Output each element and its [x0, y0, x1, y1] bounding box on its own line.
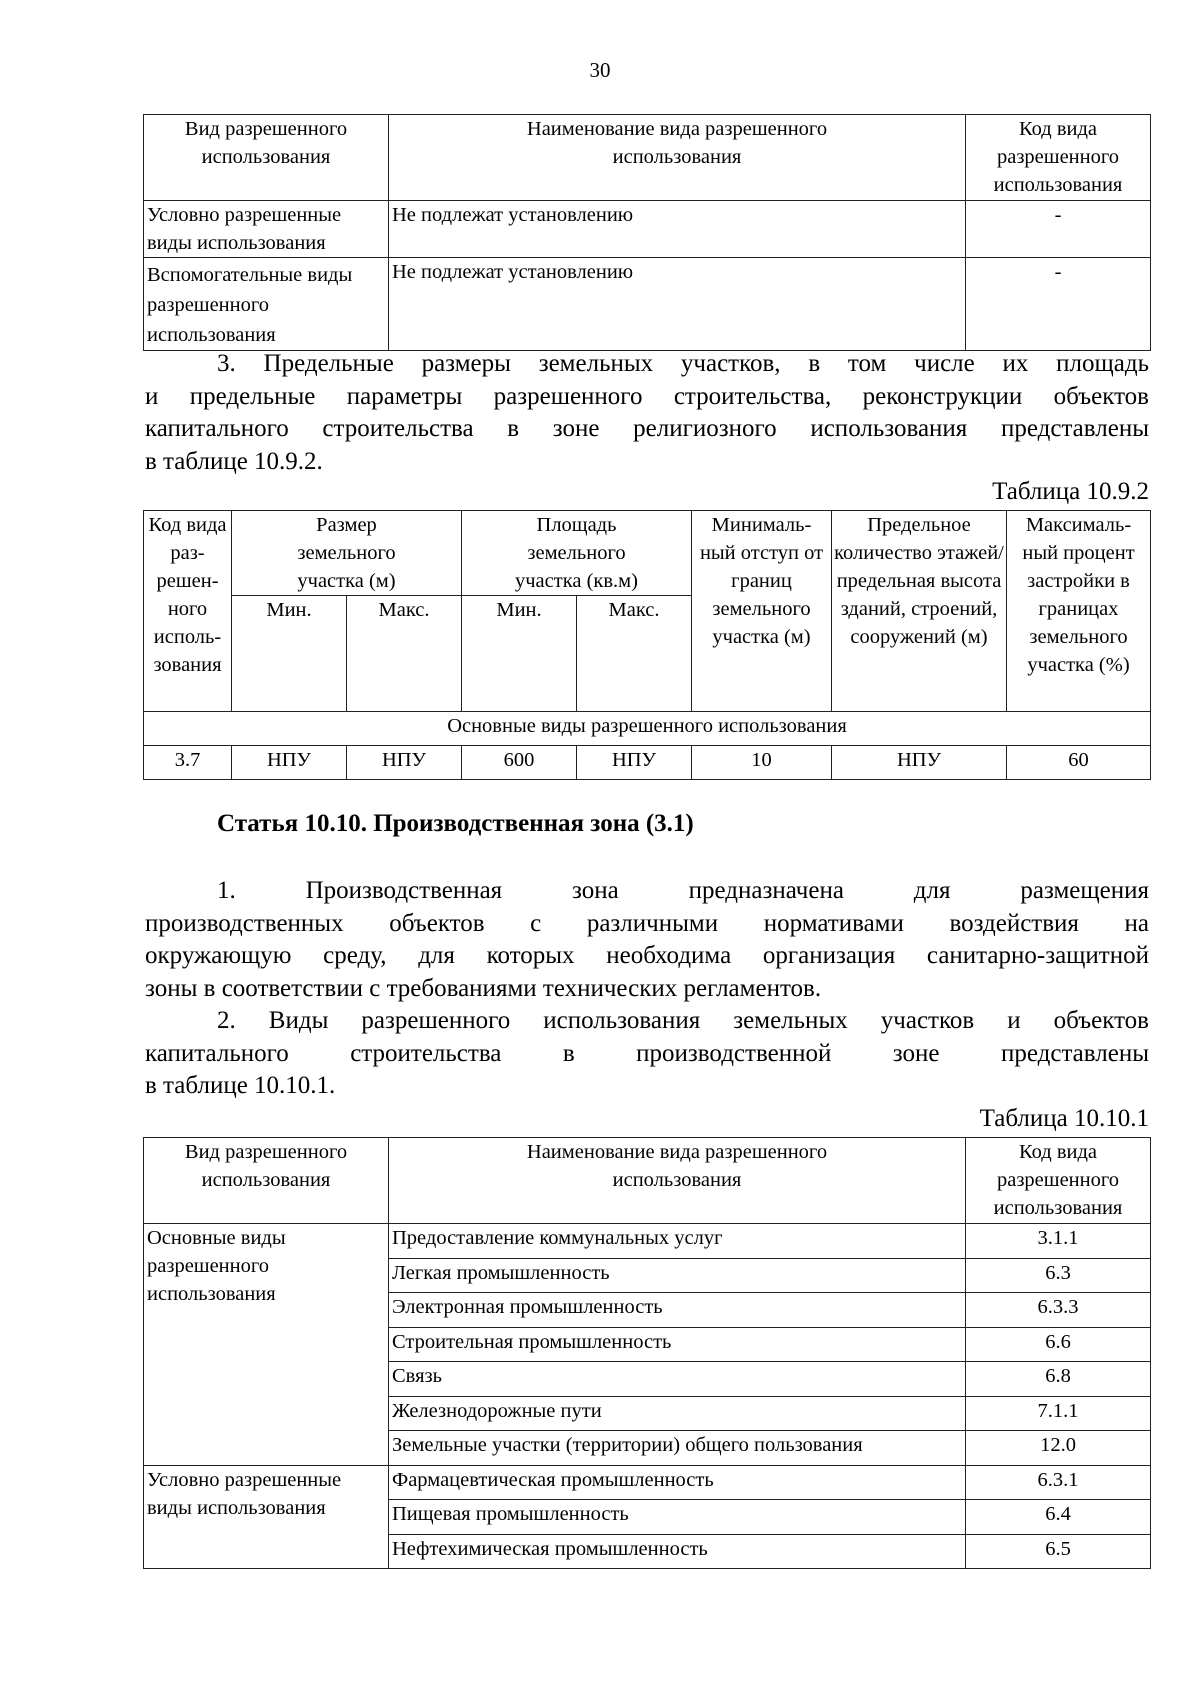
page-number: 30 [589, 58, 611, 82]
list-item-name: Легкая промышленность [389, 1258, 966, 1293]
header-floors-height: Предельное количество этажей/ предельная высота зданий, строений, сооружений (м) [832, 511, 1007, 712]
list-item-code: 7.1.1 [966, 1396, 1151, 1431]
list-item-code: 12.0 [966, 1431, 1151, 1466]
paragraph-line: 1. Производственная зона предназначена для размещения [217, 877, 1149, 904]
paragraph-line: и предельные параметры разрешенного строительства, реконструкции объектов [145, 382, 1149, 410]
table-row-code: - [966, 258, 1151, 351]
article-heading: Статья 10.10. Производственная зона (3.1) [217, 810, 694, 837]
paragraph-line: 2. Виды разрешенного использования земельных участков и объектов [217, 1007, 1149, 1034]
cell-size-min: НПУ [232, 746, 347, 780]
header-size-min: Мин. [232, 596, 347, 712]
table-caption-10-9-2: Таблица 10.9.2 [992, 478, 1149, 505]
list-item-name: Железнодорожные пути [389, 1396, 966, 1431]
list-item-name: Нефтехимическая промышленность [389, 1534, 966, 1569]
table-caption-10-10-1: Таблица 10.10.1 [979, 1105, 1149, 1132]
header-use-type: Вид разрешенного использования [144, 1138, 389, 1224]
list-item-code: 6.6 [966, 1327, 1151, 1362]
header-use-name: Наименование вида разрешенного использования [389, 1138, 966, 1224]
list-item-code: 6.3.1 [966, 1465, 1151, 1500]
list-item-code: 6.4 [966, 1500, 1151, 1535]
header-code: Код вида раз- решен- ного исполь- зования [144, 511, 232, 712]
section-label: Основные виды разрешенного использования [144, 712, 1151, 746]
table-row-group: Условно разрешенные виды использования [144, 201, 389, 258]
cell-coverage: 60 [1007, 746, 1151, 780]
table-row-name: Не подлежат установлению [389, 258, 966, 351]
list-item-code: 3.1.1 [966, 1224, 1151, 1259]
header-use-name: Наименование вида разрешенного использования [389, 115, 966, 201]
paragraph-line: капитального строительства в зоне религиозного использования представлены [145, 415, 1149, 442]
list-item-name: Электронная промышленность [389, 1293, 966, 1328]
list-item-code: 6.8 [966, 1362, 1151, 1397]
list-item-name: Связь [389, 1362, 966, 1397]
paragraph-line: в таблице 10.9.2. [145, 447, 323, 475]
paragraph-line: производственных объектов с различными нормативами воздействия на [145, 909, 1149, 937]
table-row-code: - [966, 201, 1151, 258]
header-use-code: Код вида разрешенного использования [966, 1138, 1151, 1224]
header-min-setback: Минималь- ный отступ от границ земельного участка (м) [692, 511, 832, 712]
table-row-name: Не подлежат установлению [389, 201, 966, 258]
list-item-name: Предоставление коммунальных услуг [389, 1224, 966, 1259]
list-item-name: Фармацевтическая промышленность [389, 1465, 966, 1500]
cell-size-max: НПУ [347, 746, 462, 780]
article-paragraph-2 [145, 1005, 1149, 1103]
header-plot-area: Площадь земельного участка (кв.м) [462, 511, 692, 596]
list-item-code: 6.3 [966, 1258, 1151, 1293]
cell-area-min: 600 [462, 746, 577, 780]
group-label-conditional: Условно разрешенные виды использования [144, 1465, 389, 1569]
header-plot-size: Размер земельного участка (м) [232, 511, 462, 596]
table-row-group: Вспомогательные виды разрешенного использования [144, 258, 389, 351]
cell-setback: 10 [692, 746, 832, 780]
article-paragraph-1 [145, 875, 1149, 1005]
list-item-name: Строительная промышленность [389, 1327, 966, 1362]
table-permitted-uses-continued [143, 114, 1151, 351]
header-area-max: Макс. [577, 596, 692, 712]
table-10-10-1 [143, 1137, 1151, 1569]
paragraph-line: зоны в соответствии с требованиями технических регламентов. [145, 974, 822, 1002]
header-area-min: Мин. [462, 596, 577, 712]
table-10-9-2 [143, 510, 1151, 780]
header-use-type: Вид разрешенного использования [144, 115, 389, 201]
paragraph-line: окружающую среду, для которых необходима организация санитарно-защитной [145, 942, 1149, 969]
cell-floors: НПУ [832, 746, 1007, 780]
paragraph-line: капитального строительства в производственной зоне представлены [145, 1039, 1149, 1067]
paragraph-3 [145, 348, 1149, 478]
list-item-name: Земельные участки (территории) общего пользования [389, 1431, 966, 1466]
group-label-main: Основные виды разрешенного использования [144, 1224, 389, 1466]
cell-area-max: НПУ [577, 746, 692, 780]
cell-code: 3.7 [144, 746, 232, 780]
paragraph-line: в таблице 10.10.1. [145, 1072, 336, 1099]
list-item-code: 6.3.3 [966, 1293, 1151, 1328]
header-size-max: Макс. [347, 596, 462, 712]
list-item-name: Пищевая промышленность [389, 1500, 966, 1535]
list-item-code: 6.5 [966, 1534, 1151, 1569]
header-max-coverage: Максималь- ный процент застройки в границах земельного участка (%) [1007, 511, 1151, 712]
header-use-code: Код вида разрешенного использования [966, 115, 1151, 201]
paragraph-line: 3. Предельные размеры земельных участков, в том числе их площадь [217, 350, 1149, 377]
